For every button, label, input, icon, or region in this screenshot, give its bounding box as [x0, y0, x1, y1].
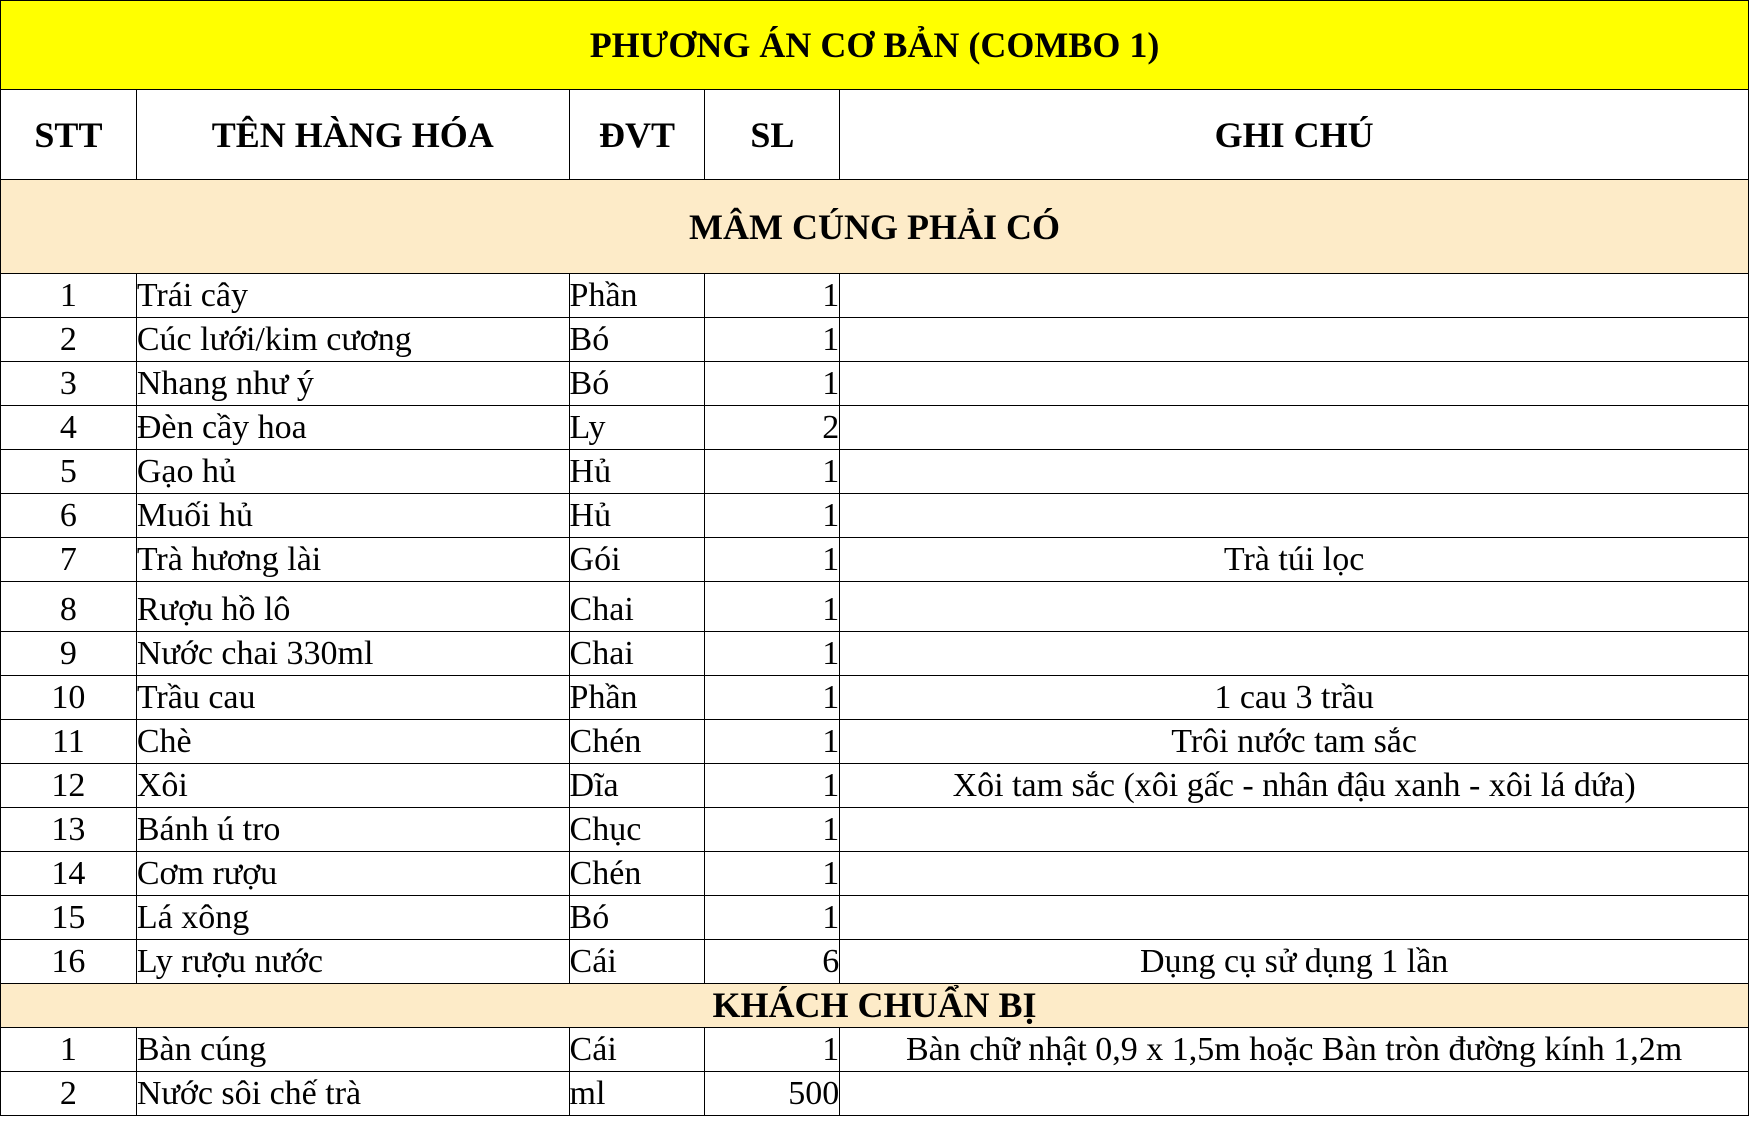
- cell-note: Bàn chữ nhật 0,9 x 1,5m hoặc Bàn tròn đường kính 1,2m: [840, 1028, 1749, 1072]
- cell-qty: 500: [705, 1072, 840, 1116]
- cell-name: Muối hủ: [136, 494, 569, 538]
- cell-qty: 1: [705, 720, 840, 764]
- cell-name: Cơm rượu: [136, 852, 569, 896]
- title-row: [1, 1, 1749, 90]
- cell-stt: 16: [1, 940, 137, 984]
- cell-note: [840, 318, 1749, 362]
- cell-qty: 1: [705, 274, 840, 318]
- cell-unit: ml: [569, 1072, 705, 1116]
- cell-note: Trôi nước tam sắc: [840, 720, 1749, 764]
- cell-qty: 2: [705, 406, 840, 450]
- cell-qty: 1: [705, 632, 840, 676]
- cell-qty: 1: [705, 494, 840, 538]
- header-name: TÊN HÀNG HÓA: [136, 90, 569, 180]
- cell-unit: Phần: [569, 676, 705, 720]
- cell-qty: 1: [705, 676, 840, 720]
- cell-note: [840, 1072, 1749, 1116]
- table-row: [1, 494, 1749, 538]
- cell-unit: Chén: [569, 852, 705, 896]
- cell-stt: 13: [1, 808, 137, 852]
- cell-stt: 10: [1, 676, 137, 720]
- cell-note: [840, 406, 1749, 450]
- table-row: [1, 1072, 1749, 1116]
- table-row: [1, 582, 1749, 632]
- table-row: [1, 940, 1749, 984]
- cell-note: [840, 632, 1749, 676]
- header-stt: STT: [1, 90, 137, 180]
- cell-name: Chè: [136, 720, 569, 764]
- cell-unit: Chục: [569, 808, 705, 852]
- cell-unit: Bó: [569, 318, 705, 362]
- cell-stt: 1: [1, 1028, 137, 1072]
- cell-name: Xôi: [136, 764, 569, 808]
- cell-stt: 15: [1, 896, 137, 940]
- cell-unit: Hủ: [569, 494, 705, 538]
- cell-note: [840, 852, 1749, 896]
- table-row: [1, 896, 1749, 940]
- cell-qty: 1: [705, 450, 840, 494]
- table-row: [1, 274, 1749, 318]
- cell-name: Lá xông: [136, 896, 569, 940]
- cell-unit: Chén: [569, 720, 705, 764]
- cell-stt: 12: [1, 764, 137, 808]
- cell-note: Trà túi lọc: [840, 538, 1749, 582]
- cell-qty: 1: [705, 852, 840, 896]
- cell-stt: 8: [1, 582, 137, 632]
- cell-note: [840, 896, 1749, 940]
- table-row: [1, 406, 1749, 450]
- table-row: [1, 450, 1749, 494]
- cell-stt: 14: [1, 852, 137, 896]
- cell-unit: Bó: [569, 896, 705, 940]
- cell-name: Bàn cúng: [136, 1028, 569, 1072]
- cell-unit: Cái: [569, 940, 705, 984]
- cell-name: Nhang như ý: [136, 362, 569, 406]
- section-title-customer: KHÁCH CHUẨN BỊ: [1, 984, 1749, 1028]
- cell-qty: 1: [705, 538, 840, 582]
- cell-stt: 2: [1, 1072, 137, 1116]
- cell-unit: Ly: [569, 406, 705, 450]
- table-row: [1, 676, 1749, 720]
- cell-name: Đèn cầy hoa: [136, 406, 569, 450]
- cell-note: 1 cau 3 trầu: [840, 676, 1749, 720]
- cell-name: Bánh ú tro: [136, 808, 569, 852]
- cell-name: Rượu hồ lô: [136, 582, 569, 632]
- cell-name: Cúc lưới/kim cương: [136, 318, 569, 362]
- table-row: [1, 632, 1749, 676]
- cell-unit: Chai: [569, 632, 705, 676]
- cell-note: [840, 808, 1749, 852]
- cell-unit: Cái: [569, 1028, 705, 1072]
- cell-stt: 3: [1, 362, 137, 406]
- cell-unit: Hủ: [569, 450, 705, 494]
- cell-note: [840, 582, 1749, 632]
- header-note: GHI CHÚ: [840, 90, 1749, 180]
- cell-stt: 9: [1, 632, 137, 676]
- table-title: PHƯƠNG ÁN CƠ BẢN (COMBO 1): [1, 1, 1749, 90]
- cell-qty: 1: [705, 896, 840, 940]
- cell-name: Trầu cau: [136, 676, 569, 720]
- cell-stt: 6: [1, 494, 137, 538]
- cell-stt: 1: [1, 274, 137, 318]
- cell-qty: 1: [705, 582, 840, 632]
- cell-stt: 4: [1, 406, 137, 450]
- cell-unit: Dĩa: [569, 764, 705, 808]
- section-title-required: MÂM CÚNG PHẢI CÓ: [1, 180, 1749, 274]
- cell-name: Gạo hủ: [136, 450, 569, 494]
- header-row: [1, 90, 1749, 180]
- table-row: [1, 538, 1749, 582]
- cell-unit: Gói: [569, 538, 705, 582]
- table-row: [1, 852, 1749, 896]
- cell-name: Nước chai 330ml: [136, 632, 569, 676]
- cell-stt: 2: [1, 318, 137, 362]
- table-row: [1, 808, 1749, 852]
- header-qty: SL: [705, 90, 840, 180]
- cell-name: Ly rượu nước: [136, 940, 569, 984]
- cell-qty: 1: [705, 318, 840, 362]
- cell-qty: 1: [705, 362, 840, 406]
- cell-qty: 1: [705, 808, 840, 852]
- cell-note: Dụng cụ sử dụng 1 lần: [840, 940, 1749, 984]
- cell-note: Xôi tam sắc (xôi gấc - nhân đậu xanh - xôi lá dứa): [840, 764, 1749, 808]
- cell-note: [840, 494, 1749, 538]
- cell-unit: Phần: [569, 274, 705, 318]
- cell-name: Nước sôi chế trà: [136, 1072, 569, 1116]
- table-row: [1, 318, 1749, 362]
- table-row: [1, 720, 1749, 764]
- cell-note: [840, 450, 1749, 494]
- cell-stt: 11: [1, 720, 137, 764]
- cell-name: Trái cây: [136, 274, 569, 318]
- table-row: [1, 764, 1749, 808]
- cell-unit: Bó: [569, 362, 705, 406]
- cell-stt: 7: [1, 538, 137, 582]
- section-header-row: [1, 984, 1749, 1028]
- cell-note: [840, 274, 1749, 318]
- cell-qty: 6: [705, 940, 840, 984]
- cell-qty: 1: [705, 1028, 840, 1072]
- cell-qty: 1: [705, 764, 840, 808]
- table-row: [1, 362, 1749, 406]
- cell-name: Trà hương lài: [136, 538, 569, 582]
- header-unit: ĐVT: [569, 90, 705, 180]
- table-row: [1, 1028, 1749, 1072]
- cell-unit: Chai: [569, 582, 705, 632]
- section-header-row: [1, 180, 1749, 274]
- cell-note: [840, 362, 1749, 406]
- cell-stt: 5: [1, 450, 137, 494]
